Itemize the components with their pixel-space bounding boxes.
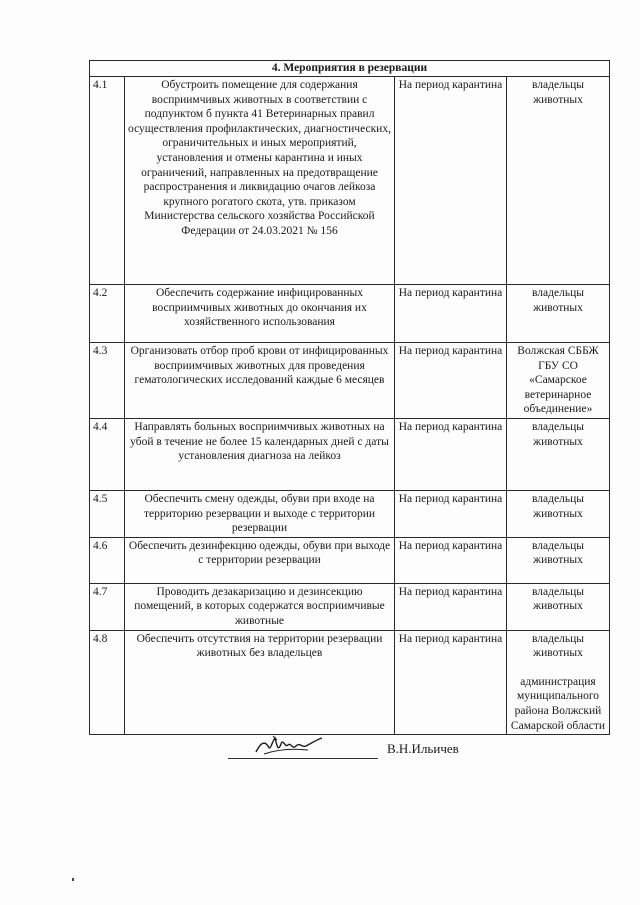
measure-text: Обеспечить смену одежды, обуви при входе на территорию резервации и выходе с территории резервации (125, 490, 395, 537)
term-text: На период карантина (395, 77, 507, 285)
measure-text: Проводить дезакаризацию и дезинсекцию помещений, в которых содержатся восприимчивые животные (125, 583, 395, 630)
responsible-text-secondary: администрация муниципального района Волжский Самарской области (510, 675, 606, 732)
responsible-text: владельцы животных (507, 537, 610, 583)
responsible-text: владельцы животных (507, 490, 610, 537)
term-text: На период карантина (395, 537, 507, 583)
measure-text: Организовать отбор проб крови от инфицированных восприимчивых животных для проведения гематологических исследований каждые 6 месяцев (125, 343, 395, 419)
section-header-row (90, 61, 610, 77)
responsible-text: владельцы животных (532, 632, 584, 660)
responsible-text: владельцы животных (507, 418, 610, 490)
row-number: 4.2 (90, 285, 125, 343)
term-text: На период карантина (395, 490, 507, 537)
table-row (90, 490, 610, 537)
handwritten-signature (228, 730, 378, 760)
measure-text: Обеспечить отсутствия на территории резервации животных без владельцев (125, 630, 395, 735)
table-row (90, 630, 610, 735)
table-row (90, 343, 610, 419)
spacer (510, 661, 606, 675)
measure-text: Обеспечить содержание инфицированных восприимчивых животных до окончания их хозяйственного использования (125, 285, 395, 343)
measure-text: Направлять больных восприимчивых животных на убой в течение не более 15 календарных дней с даты установления диагноза на лейкоз (125, 418, 395, 490)
signature-line (228, 758, 378, 759)
section-title: 4. Мероприятия в резервации (90, 61, 610, 77)
responsible-text: владельцы животных (507, 583, 610, 630)
table-row (90, 285, 610, 343)
table-row (90, 418, 610, 490)
term-text: На период карантина (395, 343, 507, 419)
term-text: На период карантина (395, 583, 507, 630)
responsible-text: Волжская СББЖ ГБУ СО «Самарское ветеринарное объединение» (507, 343, 610, 419)
responsible-text: владельцы животных (507, 77, 610, 285)
row-number: 4.7 (90, 583, 125, 630)
table-row (90, 583, 610, 630)
measure-text: Обустроить помещение для содержания восприимчивых животных в соответствии с подпунктом б пункта 41 Ветеринарных правил осуществления профилактических, диагностических, ограничительных и иных мероприятий, установления и отмены карантина и иных ограничений, направленных на предотвращение распространения и ликвидацию очагов лейкоза крупного рогатого скота, утв. приказом Министерства сельского хозяйства Российской Федерации от 24.03.2021 № 156 (125, 77, 395, 285)
row-number: 4.6 (90, 537, 125, 583)
row-number: 4.1 (90, 77, 125, 285)
table-row (90, 77, 610, 285)
signer-name: В.Н.Ильичев (387, 741, 459, 756)
table-row (90, 537, 610, 583)
measure-text: Обеспечить дезинфекцию одежды, обуви при выходе с территории резервации (125, 537, 395, 583)
responsible-cell (507, 630, 610, 735)
row-number: 4.3 (90, 343, 125, 419)
row-number: 4.4 (90, 418, 125, 490)
scan-speck (72, 878, 74, 881)
responsible-text: владельцы животных (507, 285, 610, 343)
row-number: 4.5 (90, 490, 125, 537)
term-text: На период карантина (395, 418, 507, 490)
term-text: На период карантина (395, 285, 507, 343)
term-text: На период карантина (395, 630, 507, 735)
measures-table (89, 60, 610, 735)
row-number: 4.8 (90, 630, 125, 735)
